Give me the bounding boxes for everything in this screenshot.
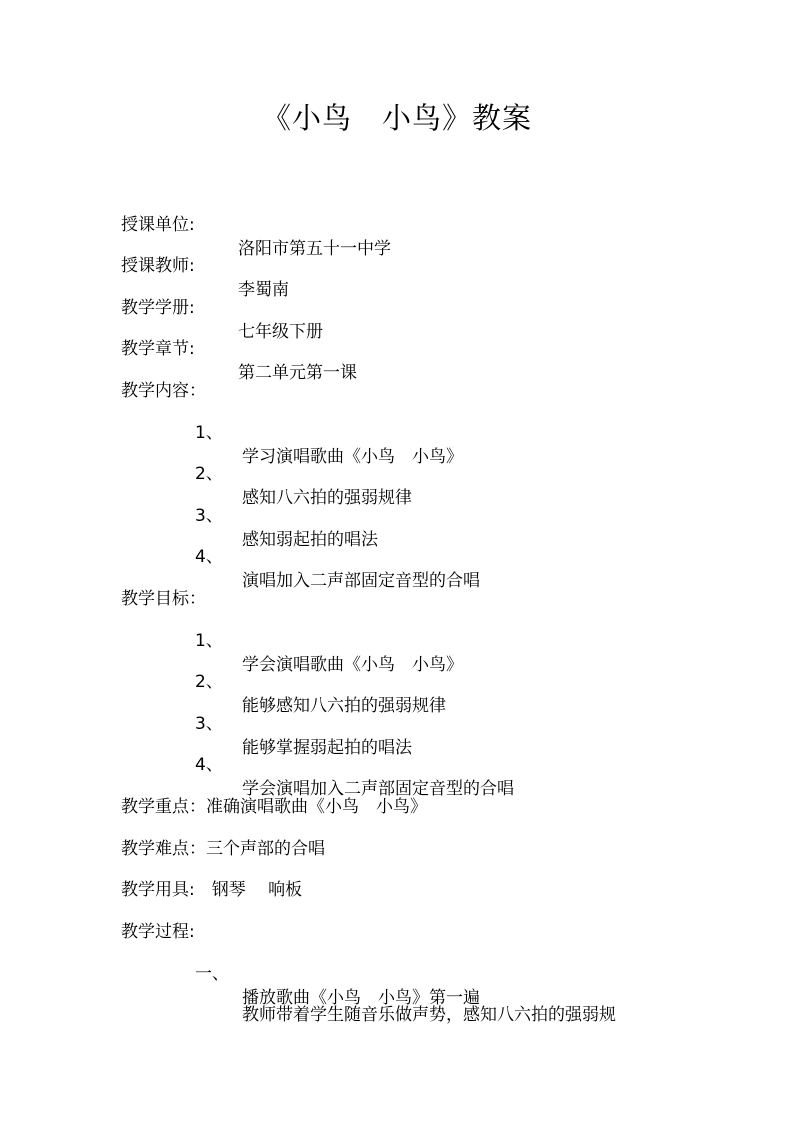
content-heading: 教学内容： [121, 381, 206, 401]
info-label: 授课单位: [121, 215, 195, 235]
info-label: 教学章节: [121, 339, 195, 359]
goals-heading: 教学目标： [121, 589, 206, 609]
item-number: 1、 [195, 631, 223, 651]
item-number: 2、 [195, 464, 223, 484]
item-text: 感知八六拍的强弱规律 [242, 488, 412, 508]
document-title: 《小鸟 小鸟》教案 [261, 101, 532, 135]
tools-text: 教学用具: 钢琴 响板 [121, 880, 303, 900]
item-text: 学会演唱歌曲《小鸟 小鸟》 [242, 655, 463, 675]
item-text: 学会演唱加入二声部固定音型的合唱 [242, 779, 514, 799]
info-label: 教学学册: [121, 298, 195, 318]
item-text: 演唱加入二声部固定音型的合唱 [242, 571, 480, 591]
info-value: 李蜀南 [238, 280, 289, 300]
key-point-text: 教学重点：准确演唱歌曲《小鸟 小鸟》 [121, 797, 427, 817]
item-text: 能够感知八六拍的强弱规律 [242, 696, 446, 716]
info-value: 七年级下册 [238, 322, 323, 342]
process-heading: 教学过程: [121, 922, 195, 942]
info-value: 第二单元第一课 [238, 363, 357, 383]
item-number: 4、 [195, 755, 223, 775]
step-number: 一、 [195, 964, 229, 984]
process-paragraph: 教师带着学生随音乐做声势，感知八六拍的强弱规 [242, 1005, 616, 1025]
item-number: 1、 [195, 423, 223, 443]
item-number: 2、 [195, 672, 223, 692]
item-number: 4、 [195, 547, 223, 567]
step-text: 播放歌曲《小鸟 小鸟》第一遍 [242, 988, 480, 1008]
item-text: 学习演唱歌曲《小鸟 小鸟》 [242, 447, 463, 467]
item-number: 3、 [195, 506, 223, 526]
item-text: 感知弱起拍的唱法 [242, 530, 378, 550]
item-number: 3、 [195, 714, 223, 734]
item-text: 能够掌握弱起拍的唱法 [242, 738, 412, 758]
difficulty-text: 教学难点：三个声部的合唱 [121, 839, 325, 859]
info-label: 授课教师: [121, 256, 195, 276]
info-value: 洛阳市第五十一中学 [238, 239, 391, 259]
